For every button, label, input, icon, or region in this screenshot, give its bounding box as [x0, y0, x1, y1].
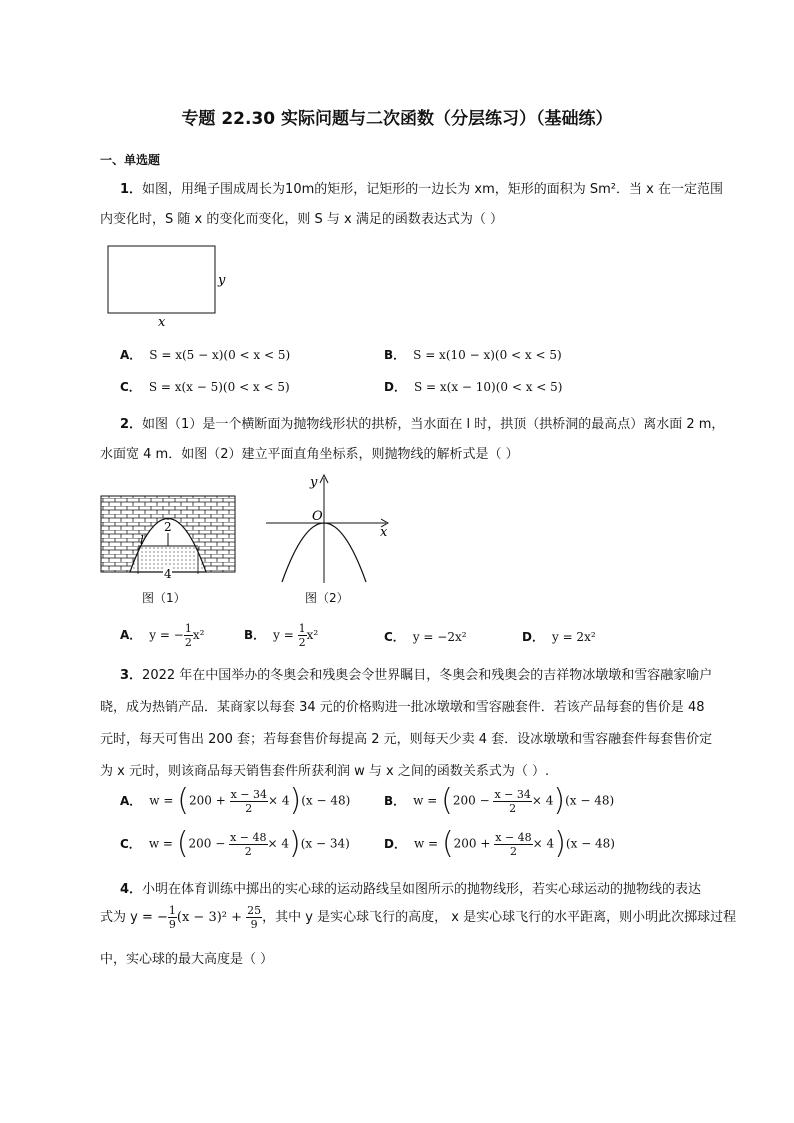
paren-open: (: [441, 826, 454, 861]
q3-option-b[interactable]: [384, 783, 615, 818]
option-text: S = x(5 − x)(0 < x < 5): [149, 348, 291, 362]
option-text-post: (x − 48): [565, 836, 615, 851]
option-text-post: x²: [192, 628, 205, 642]
fraction: [229, 831, 267, 858]
option-text: y = −2x²: [412, 630, 467, 644]
option-label: A．: [120, 348, 142, 362]
numerator: x − 48: [495, 830, 532, 844]
section-heading: 一、单选题: [100, 153, 161, 167]
numerator: 1: [298, 622, 306, 635]
option-label: D．: [384, 380, 406, 394]
fraction: [168, 904, 177, 931]
numerator: 1: [168, 904, 176, 917]
option-label: C．: [384, 630, 405, 644]
option-label: D．: [384, 836, 406, 851]
q1-line-2: 内变化时，S 随 x 的变化而变化，则 S 与 x 满足的函数表达式为（ ）: [100, 212, 503, 227]
q2-option-a[interactable]: [120, 622, 204, 649]
q3-text-1: 2022 年在中国举办的冬奥会和残奥会令世界瞩目，冬奥会和残奥会的吉祥物冰墩墩和雪容融家喻户: [142, 668, 713, 683]
width-label: 4: [164, 567, 172, 581]
fraction: [184, 622, 193, 649]
option-inner: 200 +: [188, 793, 230, 808]
q4-line-3: 中，实心球的最大高度是（ ）: [100, 952, 274, 967]
fraction: [230, 788, 268, 815]
option-label: B．: [384, 793, 406, 808]
q4-line-1: [120, 878, 701, 897]
numerator: x − 34: [494, 787, 531, 801]
q4-line-2: [100, 904, 736, 931]
q2-line-2: 水面宽 4 m．如图（2）建立平面直角坐标系，则抛物线的解析式是（ ）: [100, 447, 519, 462]
option-text: w =: [148, 836, 177, 851]
origin-label: O: [312, 509, 323, 524]
option-label: B．: [384, 348, 406, 362]
denominator: 2: [244, 844, 252, 858]
option-text-post: (x − 48): [565, 793, 615, 808]
denominator: 2: [245, 801, 253, 815]
page-title: 专题 22.30 实际问题与二次函数（分层练习）（基础练）: [181, 109, 613, 129]
option-text: S = x(x − 5)(0 < x < 5): [148, 380, 290, 394]
q2-bridge-figure: [100, 490, 240, 582]
q2-line-1: [120, 413, 724, 432]
q2-option-b[interactable]: [244, 622, 318, 649]
denominator: 2: [509, 844, 517, 858]
paren-close: ): [289, 783, 302, 818]
q1-option-c[interactable]: [120, 378, 290, 395]
denominator: 9: [250, 918, 258, 931]
denominator: 9: [168, 918, 176, 931]
axis-y-label: y: [310, 475, 318, 490]
height-label: 2: [164, 520, 172, 534]
option-text-post: x²: [306, 628, 319, 642]
option-mul: × 4: [531, 793, 554, 808]
option-label: D．: [522, 630, 544, 644]
paren-open: (: [176, 826, 189, 861]
paren-close: ): [554, 826, 566, 861]
q3-line-3: 元时，每天可售出 200 套；若每套售价每提高 2 元，则每天少卖 4 套．设冰墩墩和雪容融套件每套售价定: [100, 732, 713, 747]
option-inner: 200 −: [452, 793, 494, 808]
q3-line-2: 晓，成为热销产品．某商家以每套 34 元的价格购进一批冰墩墩和雪容融套件．若该产品每套的售价是 48: [100, 700, 705, 715]
q4-text-1: 小明在体育训练中掷出的实心球的运动路线呈如图所示的抛物线形，若实心球运动的抛物线的表达: [142, 882, 702, 897]
q2-number: 2．: [120, 417, 143, 432]
q3-number: 3．: [120, 668, 143, 683]
option-text: w =: [413, 793, 442, 808]
rect-side-y-label: y: [218, 273, 226, 288]
numerator: x − 34: [230, 787, 267, 801]
q3-line-1: [120, 664, 712, 683]
option-text-post: (x − 34): [300, 836, 350, 851]
option-text-post: (x − 48): [301, 793, 351, 808]
paren-close: ): [553, 783, 566, 818]
option-label: B．: [244, 628, 266, 642]
q4-number: 4．: [120, 882, 143, 897]
denominator: 2: [509, 801, 517, 815]
rect-side-x-label: x: [158, 315, 166, 330]
option-label: C．: [120, 836, 141, 851]
q4-formula-pre: 式为 y = −: [100, 910, 168, 925]
q3-option-c[interactable]: [120, 826, 350, 861]
q2-option-d[interactable]: [522, 628, 596, 645]
q2-option-c[interactable]: [384, 628, 467, 645]
fraction: [494, 831, 532, 858]
fraction: [246, 904, 262, 931]
option-text: S = x(x − 10)(0 < x < 5): [413, 380, 563, 394]
option-label: A．: [120, 793, 142, 808]
numerator: x − 48: [230, 830, 267, 844]
option-inner: 200 +: [453, 836, 495, 851]
rectangle-shape: [108, 246, 215, 313]
option-text: y = 2x²: [551, 630, 596, 644]
q3-option-a[interactable]: [120, 783, 351, 818]
numerator: 25: [247, 904, 262, 917]
paren-open: (: [177, 783, 189, 818]
denominator: 2: [184, 636, 192, 649]
q1-number: 1．: [120, 182, 143, 197]
q2-parabola-figure: [262, 470, 396, 588]
q1-rectangle-figure: [100, 240, 240, 332]
q1-text-1: 如图，用绳子围成周长为10m的矩形，记矩形的一边长为 xm，矩形的面积为 Sm²．当 x 在一定范围: [142, 182, 723, 197]
option-mul: × 4: [532, 836, 555, 851]
option-inner: 200 −: [188, 836, 230, 851]
q1-line-1: [120, 178, 723, 197]
fig1-caption: 图（1）: [142, 591, 186, 605]
denominator: 2: [298, 636, 306, 649]
water-level-label: l: [140, 533, 144, 547]
q1-option-b[interactable]: [384, 346, 562, 363]
q3-line-4: 为 x 元时，则该商品每天销售套件所获利润 w 与 x 之间的函数关系式为（ ）.: [100, 764, 550, 779]
fraction: [298, 622, 307, 649]
option-mul: × 4: [268, 793, 290, 808]
q4-formula-mid: (x − 3)² +: [176, 910, 247, 925]
q4-text-2: ，其中 y 是实心球飞行的高度， x 是实心球飞行的水平距离，则小明此次掷球过程: [262, 910, 737, 925]
option-text: y = −: [149, 628, 184, 642]
axis-x-label: x: [380, 525, 388, 540]
fig2-caption: 图（2）: [305, 591, 349, 605]
option-label: C．: [120, 380, 141, 394]
option-mul: × 4: [267, 836, 290, 851]
option-text: w =: [413, 836, 442, 851]
fraction: [493, 788, 531, 815]
option-text: y =: [273, 628, 298, 642]
q1-option-a[interactable]: [120, 346, 290, 363]
q1-option-d[interactable]: [384, 378, 563, 395]
q2-text-1: 如图（1）是一个横断面为抛物线形状的拱桥，当水面在 l 时，拱顶（拱桥洞的最高点）离水面 2 m，: [142, 417, 725, 432]
numerator: 1: [184, 622, 192, 635]
option-text: S = x(10 − x)(0 < x < 5): [413, 348, 562, 362]
option-text: w =: [149, 793, 178, 808]
paren-close: ): [289, 826, 301, 861]
option-label: A．: [120, 628, 142, 642]
q3-option-d[interactable]: [384, 826, 615, 861]
paren-open: (: [441, 783, 453, 818]
